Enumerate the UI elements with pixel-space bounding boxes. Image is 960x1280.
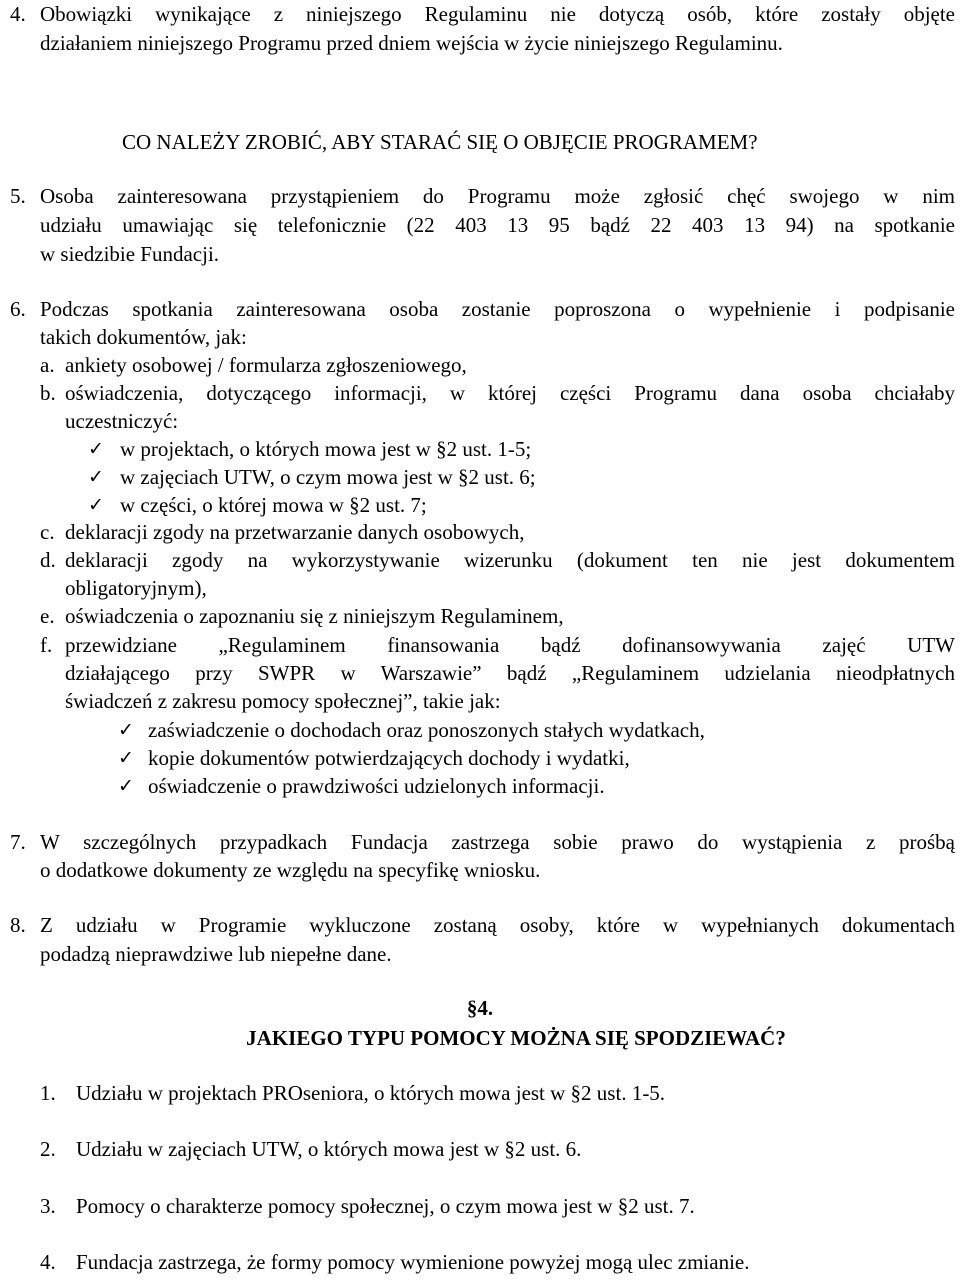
help-item-text: Udziału w zajęciach UTW, o których mowa jest w §2 ust. 6.: [76, 1137, 582, 1161]
sub-item-text: przewidziane „Regulaminem finansowania bądź dofinansowywania zajęć UTW: [65, 633, 955, 657]
sub-letter: e.: [40, 604, 55, 628]
item-text-line: działaniem niniejszego Programu przed dniem wejścia w życie niniejszego Regulaminu.: [40, 31, 783, 55]
help-item-number: 4.: [40, 1250, 56, 1274]
sub-item-text: uczestniczyć:: [65, 409, 179, 433]
check-item-text: kopie dokumentów potwierdzających dochody i wydatki,: [148, 746, 630, 770]
check-icon: ✓: [118, 775, 134, 797]
check-icon: ✓: [88, 438, 104, 460]
check-icon: ✓: [88, 494, 104, 516]
item-number: 6.: [10, 297, 26, 321]
check-icon: ✓: [88, 466, 104, 488]
item-text-line: Podczas spotkania zainteresowana osoba zostanie poproszona o wypełnienie i podpisanie: [40, 297, 955, 321]
item-number: 5.: [10, 184, 26, 208]
help-item-text: Udziału w projektach PROseniora, o których mowa jest w §2 ust. 1-5.: [76, 1081, 666, 1105]
help-item-number: 1.: [40, 1081, 56, 1105]
sub-letter: f.: [40, 633, 53, 657]
check-item-text: zaświadczenie o dochodach oraz ponoszonych stałych wydatkach,: [148, 718, 705, 742]
item-text-line: Obowiązki wynikające z niniejszego Regulaminu nie dotyczą osób, które zostały objęte: [40, 2, 955, 26]
sub-letter: d.: [40, 548, 56, 572]
sub-letter: a.: [40, 353, 55, 377]
item-text-line: podadzą nieprawdziwe lub niepełne dane.: [40, 942, 392, 966]
sub-item-text: deklaracji zgody na wykorzystywanie wizerunku (dokument ten nie jest dokumentem: [65, 548, 955, 572]
item-text-line: udziału umawiając się telefonicznie (22 403 13 95 bądź 22 403 13 94) na spotkanie: [40, 213, 955, 237]
sub-letter: c.: [40, 520, 55, 544]
sub-item-text: działającego przy SWPR w Warszawie” bądź „Regulaminem udzielania nieodpłatnych: [65, 661, 955, 685]
check-item-text: oświadczenie o prawdziwości udzielonych informacji.: [148, 774, 605, 798]
item-number: 7.: [10, 830, 26, 854]
sub-item-text: oświadczenia, dotyczącego informacji, w której części Programu dana osoba chciałaby: [65, 381, 955, 405]
sub-item-text: oświadczenia o zapoznaniu się z niniejszym Regulaminem,: [65, 604, 564, 628]
item-text-line: W szczególnych przypadkach Fundacja zastrzega sobie prawo do wystąpienia z prośbą: [40, 830, 955, 854]
sub-item-text: obligatoryjnym),: [65, 576, 207, 600]
item-number: 8.: [10, 913, 26, 937]
check-item-text: w części, o której mowa w §2 ust. 7;: [120, 493, 427, 517]
check-item-text: w projektach, o których mowa jest w §2 ust. 1-5;: [120, 437, 532, 461]
item-text-line: w siedzibie Fundacji.: [40, 242, 220, 266]
item-text-line: Osoba zainteresowana przystąpieniem do Programu może zgłosić chęć swojego w nim: [40, 184, 955, 208]
sub-item-text: deklaracji zgody na przetwarzanie danych osobowych,: [65, 520, 525, 544]
help-item-text: Fundacja zastrzega, że formy pomocy wymienione powyżej mogą ulec zmianie.: [76, 1250, 750, 1274]
check-item-text: w zajęciach UTW, o czym mowa jest w §2 ust. 6;: [120, 465, 536, 489]
item-text-line: takich dokumentów, jak:: [40, 325, 247, 349]
help-item-number: 3.: [40, 1194, 56, 1218]
sub-item-text: ankiety osobowej / formularza zgłoszeniowego,: [65, 353, 467, 377]
sub-item-text: świadczeń z zakresu pomocy społecznej”, takie jak:: [65, 689, 501, 713]
check-icon: ✓: [118, 747, 134, 769]
check-icon: ✓: [118, 719, 134, 741]
help-item-text: Pomocy o charakterze pomocy społecznej, o czym mowa jest w §2 ust. 7.: [76, 1194, 695, 1218]
section-heading: CO NALEŻY ZROBIĆ, ABY STARAĆ SIĘ O OBJĘCIE PROGRAMEM?: [122, 130, 758, 154]
item-number: 4.: [10, 2, 26, 26]
item-text-line: Z udziału w Programie wykluczone zostaną osoby, które w wypełnianych dokumentach: [40, 913, 955, 937]
section-heading: JAKIEGO TYPU POMOCY MOŻNA SIĘ SPODZIEWAĆ?: [246, 1026, 786, 1050]
sub-letter: b.: [40, 381, 56, 405]
item-text-line: o dodatkowe dokumenty ze względu na specyfikę wniosku.: [40, 858, 541, 882]
help-item-number: 2.: [40, 1137, 56, 1161]
section-number: §4.: [466, 996, 494, 1020]
